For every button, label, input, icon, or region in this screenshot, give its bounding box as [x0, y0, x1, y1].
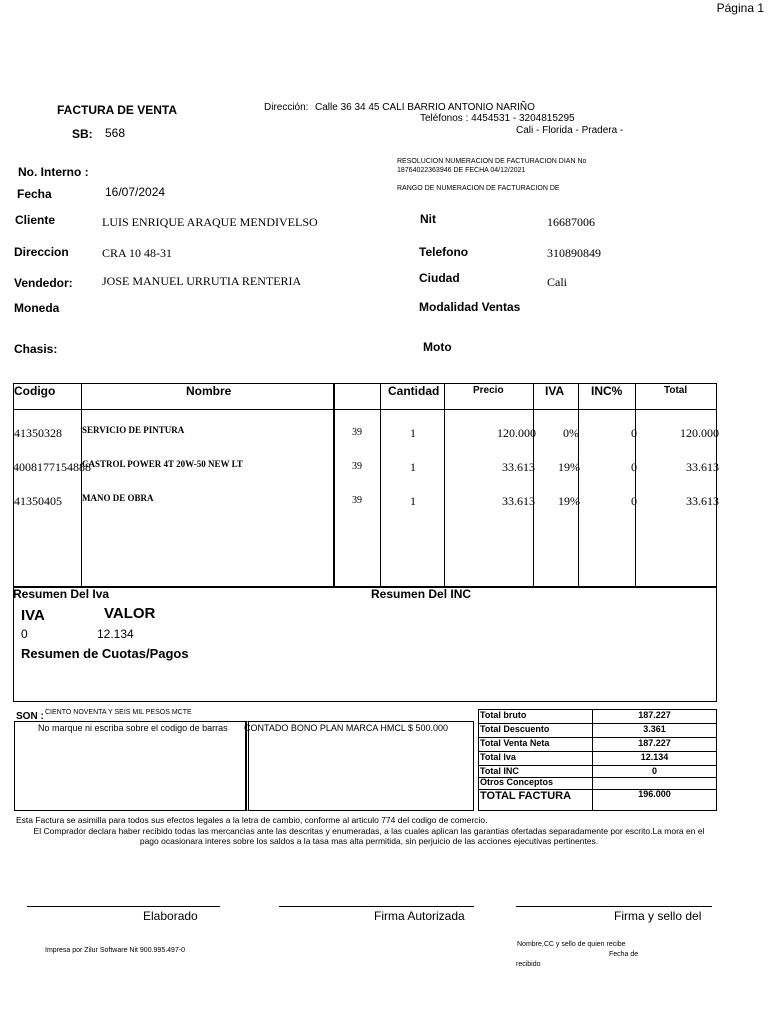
legal-line2: El Comprador declara haber recibido todas las mercancias ante las descritas y enumeradas, a las cuales aplican las garantias ofertadas separadamente por escrito.La mora en el pago ocasionara interes sobre los saldos a la tasa mas alta permitida, sin perjuicio de las acciones ejecutivas pertinentes. — [33, 826, 705, 846]
total-venta-neta-row — [478, 737, 717, 752]
col-header-iva: IVA — [545, 384, 565, 398]
address-value: Calle 36 34 45 CALI BARRIO ANTONIO NARIÑO — [315, 102, 535, 113]
telefono-value: 310890849 — [547, 246, 601, 260]
row-cantidad: 1 — [410, 494, 416, 508]
total-label: Total bruto — [480, 710, 527, 720]
total-value: 187.227 — [638, 710, 671, 720]
nit-label: Nit — [420, 212, 436, 226]
row-total: 120.000 — [680, 426, 719, 440]
col-header-codigo: Codigo — [14, 384, 56, 398]
total-iva-row — [478, 751, 717, 766]
iva-rate: 0 — [21, 627, 28, 641]
direccion-value: CRA 10 48-31 — [102, 246, 173, 260]
receiver-recibido-note: recibido — [516, 961, 541, 968]
row-bodega: 39 — [352, 495, 362, 506]
total-label: Otros Conceptos — [480, 777, 554, 787]
col-divider — [380, 383, 381, 588]
col-divider — [333, 383, 335, 588]
fecha-value: 16/07/2024 — [105, 185, 166, 199]
total-factura-value: 196.000 — [638, 789, 671, 799]
signature-line-receiver — [516, 906, 712, 907]
direccion-label: Direccion — [14, 245, 69, 259]
row-total: 33.613 — [686, 494, 719, 508]
iva-valor: 12.134 — [97, 627, 134, 641]
legal-line1: Esta Factura se asimilla para todos sus efectos legales a la letra de cambio, conforme al articulo 774 del codigo de comercio. — [16, 815, 488, 825]
invoice-title: FACTURA DE VENTA — [57, 103, 177, 117]
signature-line-autorizada — [279, 906, 474, 907]
total-label: Total Venta Neta — [480, 738, 550, 748]
elaborado-label: Elaborado — [143, 909, 198, 923]
son-amount-words: CIENTO NOVENTA Y SEIS MIL PESOS MCTE — [45, 709, 192, 716]
total-value: 0 — [651, 766, 657, 776]
row-codigo: 4008177154888 — [13, 460, 91, 474]
nit-value: 16687006 — [547, 215, 595, 229]
inc-summary-title: Resumen Del INC — [371, 587, 472, 601]
fecha-label: Fecha — [17, 187, 52, 201]
phones: Teléfonos : 4454531 - 3204815295 — [420, 113, 575, 124]
total-value: 12.134 — [640, 752, 669, 762]
chasis-label: Chasis: — [14, 342, 58, 356]
row-nombre: MANO DE OBRA — [82, 493, 154, 503]
iva-column-header: IVA — [21, 607, 45, 624]
ciudad-value: Cali — [547, 275, 567, 289]
vendedor-label: Vendedor: — [14, 276, 73, 290]
row-inc: 0 — [631, 494, 637, 508]
row-inc: 0 — [631, 460, 637, 474]
row-precio: 120.000 — [497, 426, 536, 440]
col-header-nombre: Nombre — [186, 384, 232, 398]
cuotas-title: Resumen de Cuotas/Pagos — [21, 646, 189, 661]
col-header-total: Total — [664, 385, 688, 396]
modalidad-label: Modalidad Ventas — [419, 300, 521, 314]
col-divider — [578, 383, 579, 588]
barcode-note: No marque ni escriba sobre el codigo de barras — [38, 723, 228, 733]
row-cantidad: 1 — [410, 426, 416, 440]
col-header-inc: INC% — [591, 384, 623, 398]
firma-autorizada-label: Firma Autorizada — [374, 909, 465, 923]
total-label: Total INC — [480, 766, 519, 776]
row-inc: 0 — [631, 426, 637, 440]
row-nombre: SERVICIO DE PINTURA — [82, 425, 185, 435]
total-value: 187.227 — [638, 738, 671, 748]
total-descuento-row — [478, 723, 717, 738]
receiver-date-note: Fecha de — [609, 951, 639, 958]
observation-box — [246, 721, 474, 811]
footer-software: Impresa por Zilur Software Nit 900.995.497-0 — [45, 947, 186, 954]
moto-label: Moto — [423, 340, 452, 354]
observation-text: CONTADO BONO PLAN MARCA HMCL $ 500.000 — [244, 723, 449, 733]
total-label: Total Descuento — [480, 724, 550, 734]
col-divider — [635, 383, 636, 588]
row-bodega: 39 — [352, 427, 362, 438]
valor-column-header: VALOR — [104, 605, 156, 622]
row-total: 33.613 — [686, 460, 719, 474]
row-codigo: 41350328 — [14, 426, 62, 440]
no-interno-label: No. Interno : — [18, 165, 89, 179]
col-divider — [533, 383, 534, 588]
items-header-divider — [13, 409, 717, 410]
firma-sello-label: Firma y sello del — [614, 909, 702, 923]
row-iva: 19% — [558, 460, 580, 474]
sb-value: 568 — [105, 126, 126, 140]
numbering-range: RANGO DE NUMERACION DE FACTURACION DE — [397, 185, 560, 192]
son-label: SON : — [16, 711, 44, 722]
col-header-precio: Precio — [473, 385, 504, 396]
total-factura-label: TOTAL FACTURA — [480, 790, 572, 802]
col-divider — [81, 383, 82, 588]
receiver-name-note: Nombre,CC y sello de quien recibe — [517, 941, 626, 948]
col-divider — [444, 383, 445, 588]
total-bruto-row — [478, 709, 717, 724]
barcode-box — [14, 721, 246, 811]
telefono-label: Telefono — [419, 245, 469, 259]
resolution-line1: RESOLUCION NUMERACION DE FACTURACION DIAN No — [397, 158, 587, 165]
row-iva: 0% — [563, 426, 579, 440]
ciudad-label: Ciudad — [419, 271, 460, 285]
row-iva: 19% — [558, 494, 580, 508]
page-number: Página 1 — [716, 1, 764, 15]
row-codigo: 41350405 — [14, 494, 62, 508]
signature-line-elaborado — [27, 906, 220, 907]
total-value: 3.361 — [643, 724, 666, 734]
row-nombre: CASTROL POWER 4T 20W-50 NEW LT — [82, 459, 243, 469]
vendedor-value: JOSE MANUEL URRUTIA RENTERIA — [102, 274, 302, 288]
resolution-line2: 18764022363946 DE FECHA 04/12/2021 — [397, 167, 526, 174]
row-bodega: 39 — [352, 461, 362, 472]
row-precio: 33.613 — [502, 494, 535, 508]
row-precio: 33.613 — [502, 460, 535, 474]
items-table — [13, 383, 717, 588]
moneda-label: Moneda — [14, 301, 60, 315]
row-cantidad: 1 — [410, 460, 416, 474]
col-header-cantidad: Cantidad — [388, 384, 440, 398]
cities: Cali - Florida - Pradera - — [516, 125, 624, 136]
address-label: Dirección: — [264, 102, 309, 113]
total-label: Total Iva — [480, 752, 516, 762]
iva-summary-title: Resumen Del Iva — [13, 587, 110, 601]
sb-label: SB: — [72, 127, 93, 141]
cliente-label: Cliente — [15, 213, 56, 227]
cliente-value: LUIS ENRIQUE ARAQUE MENDIVELSO — [102, 215, 318, 229]
